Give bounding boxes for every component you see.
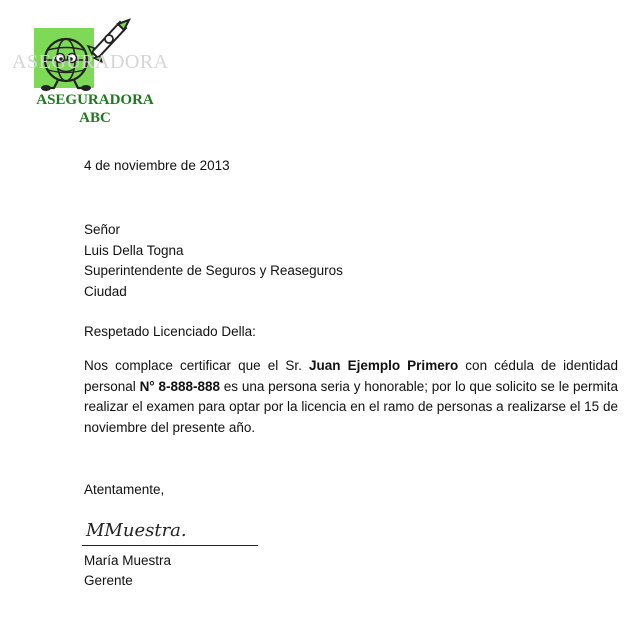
- company-name-line2: ABC: [79, 110, 111, 126]
- signature-text: MMuestra.: [86, 520, 187, 541]
- letterhead-logo: [8, 18, 168, 130]
- letter-body: [84, 356, 618, 438]
- recipient-position: Superintendente de Seguros y Reaseguros: [84, 263, 343, 278]
- recipient-city: Ciudad: [84, 284, 127, 299]
- signer-title: Gerente: [84, 573, 133, 588]
- letter-greeting: Respetado Licenciado Della:: [84, 324, 256, 339]
- recipient-name: Luis Della Togna: [84, 243, 184, 258]
- recipient-salutation: Señor: [84, 222, 121, 237]
- company-name-line1: ASEGURADORA: [36, 92, 154, 108]
- logo-watermark-text: ASEGURADORA: [12, 51, 169, 73]
- id-number: N° 8-888-888: [139, 378, 221, 394]
- letter-date: 4 de noviembre de 2013: [84, 158, 230, 173]
- body-text-part2: con cédula de identidad personal: [84, 358, 618, 394]
- signature-line: [82, 545, 258, 546]
- body-text-part1: Nos complace certificar que el Sr.: [84, 358, 309, 373]
- person-name: Juan Ejemplo Primero: [308, 358, 459, 373]
- body-text-part3: es una persona seria y honorable; por lo que solicito se le permita realizar el examen para optar por la licencia en el ramo de personas a realizarse el 15 de noviembre del presente año.: [84, 378, 618, 435]
- signer-name: María Muestra: [84, 553, 172, 568]
- letter-closing: Atentamente,: [84, 482, 165, 497]
- handwritten-signature: [84, 514, 204, 544]
